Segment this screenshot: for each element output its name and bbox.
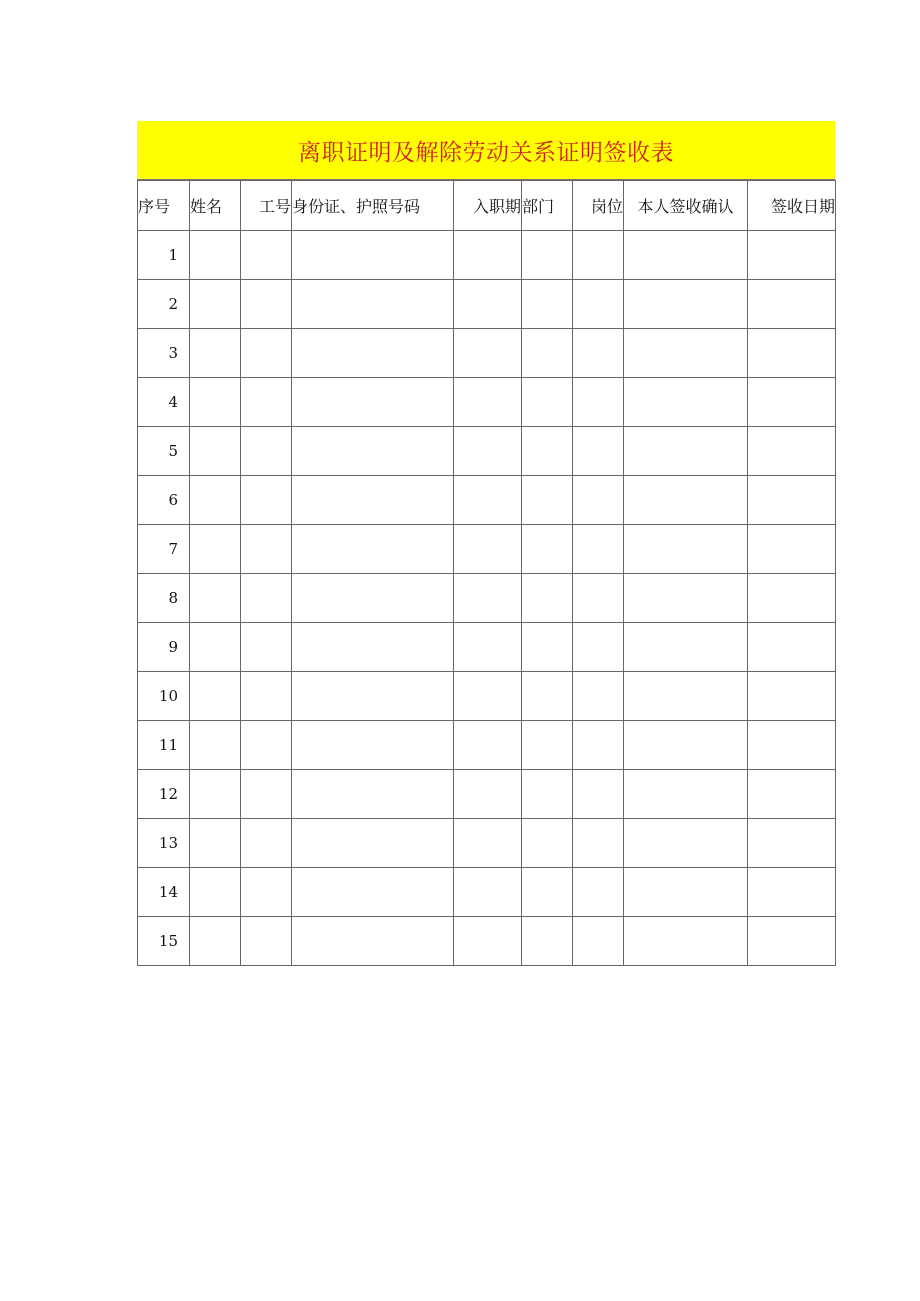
sign-date-cell[interactable] (748, 721, 836, 770)
serial-cell: 12 (138, 770, 190, 819)
entry-date-cell[interactable] (454, 770, 522, 819)
entry-date-cell[interactable] (454, 231, 522, 280)
department-cell[interactable] (522, 574, 573, 623)
table-body (138, 231, 836, 966)
col-header-sign-date: 签收日期 (748, 181, 836, 231)
serial-cell: 1 (138, 231, 190, 280)
signature-cell[interactable] (624, 378, 748, 427)
sign-date-cell[interactable] (748, 329, 836, 378)
entry-date-cell[interactable] (454, 721, 522, 770)
employee-id-cell[interactable] (241, 231, 292, 280)
id-passport-cell[interactable] (292, 868, 454, 917)
col-header-department: 部门 (522, 181, 573, 231)
serial-cell: 7 (138, 525, 190, 574)
employee-id-cell[interactable] (241, 525, 292, 574)
table-row (138, 280, 836, 329)
department-cell[interactable] (522, 868, 573, 917)
id-passport-cell[interactable] (292, 574, 454, 623)
entry-date-cell[interactable] (454, 574, 522, 623)
table-row (138, 721, 836, 770)
sign-off-table (137, 180, 836, 966)
entry-date-cell[interactable] (454, 525, 522, 574)
department-cell[interactable] (522, 672, 573, 721)
position-cell[interactable] (573, 770, 624, 819)
signature-cell[interactable] (624, 231, 748, 280)
signature-cell[interactable] (624, 623, 748, 672)
department-cell[interactable] (522, 770, 573, 819)
employee-id-cell[interactable] (241, 427, 292, 476)
sign-date-cell[interactable] (748, 231, 836, 280)
entry-date-cell[interactable] (454, 623, 522, 672)
table-row (138, 329, 836, 378)
position-cell[interactable] (573, 427, 624, 476)
id-passport-cell[interactable] (292, 280, 454, 329)
table-row (138, 917, 836, 966)
serial-cell: 4 (138, 378, 190, 427)
position-cell[interactable] (573, 917, 624, 966)
col-header-serial: 序号 (138, 181, 190, 231)
table-row (138, 476, 836, 525)
entry-date-cell[interactable] (454, 329, 522, 378)
sign-date-cell[interactable] (748, 917, 836, 966)
table-row (138, 672, 836, 721)
sign-date-cell[interactable] (748, 868, 836, 917)
table-row (138, 819, 836, 868)
position-cell[interactable] (573, 476, 624, 525)
department-cell[interactable] (522, 721, 573, 770)
employee-id-cell[interactable] (241, 819, 292, 868)
signature-cell[interactable] (624, 672, 748, 721)
entry-date-cell[interactable] (454, 917, 522, 966)
entry-date-cell[interactable] (454, 819, 522, 868)
employee-id-cell[interactable] (241, 329, 292, 378)
department-cell[interactable] (522, 378, 573, 427)
id-passport-cell[interactable] (292, 917, 454, 966)
col-header-id-passport: 身份证、护照号码 (292, 181, 454, 231)
position-cell[interactable] (573, 280, 624, 329)
col-header-entry-date: 入职期 (454, 181, 522, 231)
table-row (138, 231, 836, 280)
sign-date-cell[interactable] (748, 476, 836, 525)
sign-date-cell[interactable] (748, 819, 836, 868)
col-header-signature: 本人签收确认 (624, 181, 748, 231)
id-passport-cell[interactable] (292, 672, 454, 721)
position-cell[interactable] (573, 378, 624, 427)
signature-cell[interactable] (624, 770, 748, 819)
serial-cell: 11 (138, 721, 190, 770)
table-row (138, 868, 836, 917)
name-cell[interactable] (190, 770, 241, 819)
department-cell[interactable] (522, 917, 573, 966)
sign-date-cell[interactable] (748, 427, 836, 476)
table-row (138, 378, 836, 427)
position-cell[interactable] (573, 574, 624, 623)
department-cell[interactable] (522, 427, 573, 476)
sign-date-cell[interactable] (748, 623, 836, 672)
signature-cell[interactable] (624, 476, 748, 525)
serial-cell: 9 (138, 623, 190, 672)
name-cell[interactable] (190, 672, 241, 721)
table-row (138, 770, 836, 819)
department-cell[interactable] (522, 280, 573, 329)
employee-id-cell[interactable] (241, 770, 292, 819)
sign-date-cell[interactable] (748, 525, 836, 574)
serial-cell: 3 (138, 329, 190, 378)
id-passport-cell[interactable] (292, 525, 454, 574)
department-cell[interactable] (522, 231, 573, 280)
name-cell[interactable] (190, 525, 241, 574)
sign-date-cell[interactable] (748, 770, 836, 819)
serial-cell: 14 (138, 868, 190, 917)
name-cell[interactable] (190, 427, 241, 476)
signature-cell[interactable] (624, 721, 748, 770)
employee-id-cell[interactable] (241, 868, 292, 917)
employee-id-cell[interactable] (241, 917, 292, 966)
serial-cell: 2 (138, 280, 190, 329)
signature-cell[interactable] (624, 917, 748, 966)
sign-date-cell[interactable] (748, 378, 836, 427)
position-cell[interactable] (573, 329, 624, 378)
employee-id-cell[interactable] (241, 476, 292, 525)
name-cell[interactable] (190, 721, 241, 770)
serial-cell: 13 (138, 819, 190, 868)
department-cell[interactable] (522, 819, 573, 868)
department-cell[interactable] (522, 623, 573, 672)
position-cell[interactable] (573, 231, 624, 280)
id-passport-cell[interactable] (292, 427, 454, 476)
name-cell[interactable] (190, 476, 241, 525)
department-cell[interactable] (522, 476, 573, 525)
signature-cell[interactable] (624, 574, 748, 623)
serial-cell: 10 (138, 672, 190, 721)
col-header-employee-id: 工号 (241, 181, 292, 231)
entry-date-cell[interactable] (454, 868, 522, 917)
serial-cell: 15 (138, 917, 190, 966)
name-cell[interactable] (190, 329, 241, 378)
serial-cell: 6 (138, 476, 190, 525)
id-passport-cell[interactable] (292, 623, 454, 672)
signature-cell[interactable] (624, 427, 748, 476)
id-passport-cell[interactable] (292, 231, 454, 280)
name-cell[interactable] (190, 231, 241, 280)
id-passport-cell[interactable] (292, 819, 454, 868)
sheet-title: 离职证明及解除劳动关系证明签收表 (137, 121, 835, 180)
name-cell[interactable] (190, 819, 241, 868)
name-cell[interactable] (190, 623, 241, 672)
table-row (138, 623, 836, 672)
employee-id-cell[interactable] (241, 574, 292, 623)
position-cell[interactable] (573, 525, 624, 574)
position-cell[interactable] (573, 623, 624, 672)
name-cell[interactable] (190, 574, 241, 623)
name-cell[interactable] (190, 378, 241, 427)
col-header-name: 姓名 (190, 181, 241, 231)
table-row (138, 574, 836, 623)
position-cell[interactable] (573, 672, 624, 721)
employee-id-cell[interactable] (241, 378, 292, 427)
position-cell[interactable] (573, 721, 624, 770)
position-cell[interactable] (573, 868, 624, 917)
header-row (138, 181, 836, 231)
signature-cell[interactable] (624, 525, 748, 574)
entry-date-cell[interactable] (454, 427, 522, 476)
id-passport-cell[interactable] (292, 770, 454, 819)
employee-id-cell[interactable] (241, 672, 292, 721)
sign-date-cell[interactable] (748, 672, 836, 721)
entry-date-cell[interactable] (454, 378, 522, 427)
serial-cell: 5 (138, 427, 190, 476)
entry-date-cell[interactable] (454, 672, 522, 721)
table-row (138, 525, 836, 574)
name-cell[interactable] (190, 280, 241, 329)
signature-cell[interactable] (624, 329, 748, 378)
col-header-position: 岗位 (573, 181, 624, 231)
employee-id-cell[interactable] (241, 623, 292, 672)
name-cell[interactable] (190, 917, 241, 966)
position-cell[interactable] (573, 819, 624, 868)
entry-date-cell[interactable] (454, 280, 522, 329)
name-cell[interactable] (190, 868, 241, 917)
department-cell[interactable] (522, 329, 573, 378)
id-passport-cell[interactable] (292, 476, 454, 525)
id-passport-cell[interactable] (292, 329, 454, 378)
sign-off-sheet (137, 121, 835, 966)
employee-id-cell[interactable] (241, 280, 292, 329)
id-passport-cell[interactable] (292, 378, 454, 427)
signature-cell[interactable] (624, 819, 748, 868)
serial-cell: 8 (138, 574, 190, 623)
entry-date-cell[interactable] (454, 476, 522, 525)
signature-cell[interactable] (624, 868, 748, 917)
table-row (138, 427, 836, 476)
employee-id-cell[interactable] (241, 721, 292, 770)
department-cell[interactable] (522, 525, 573, 574)
signature-cell[interactable] (624, 280, 748, 329)
sign-date-cell[interactable] (748, 280, 836, 329)
id-passport-cell[interactable] (292, 721, 454, 770)
sign-date-cell[interactable] (748, 574, 836, 623)
